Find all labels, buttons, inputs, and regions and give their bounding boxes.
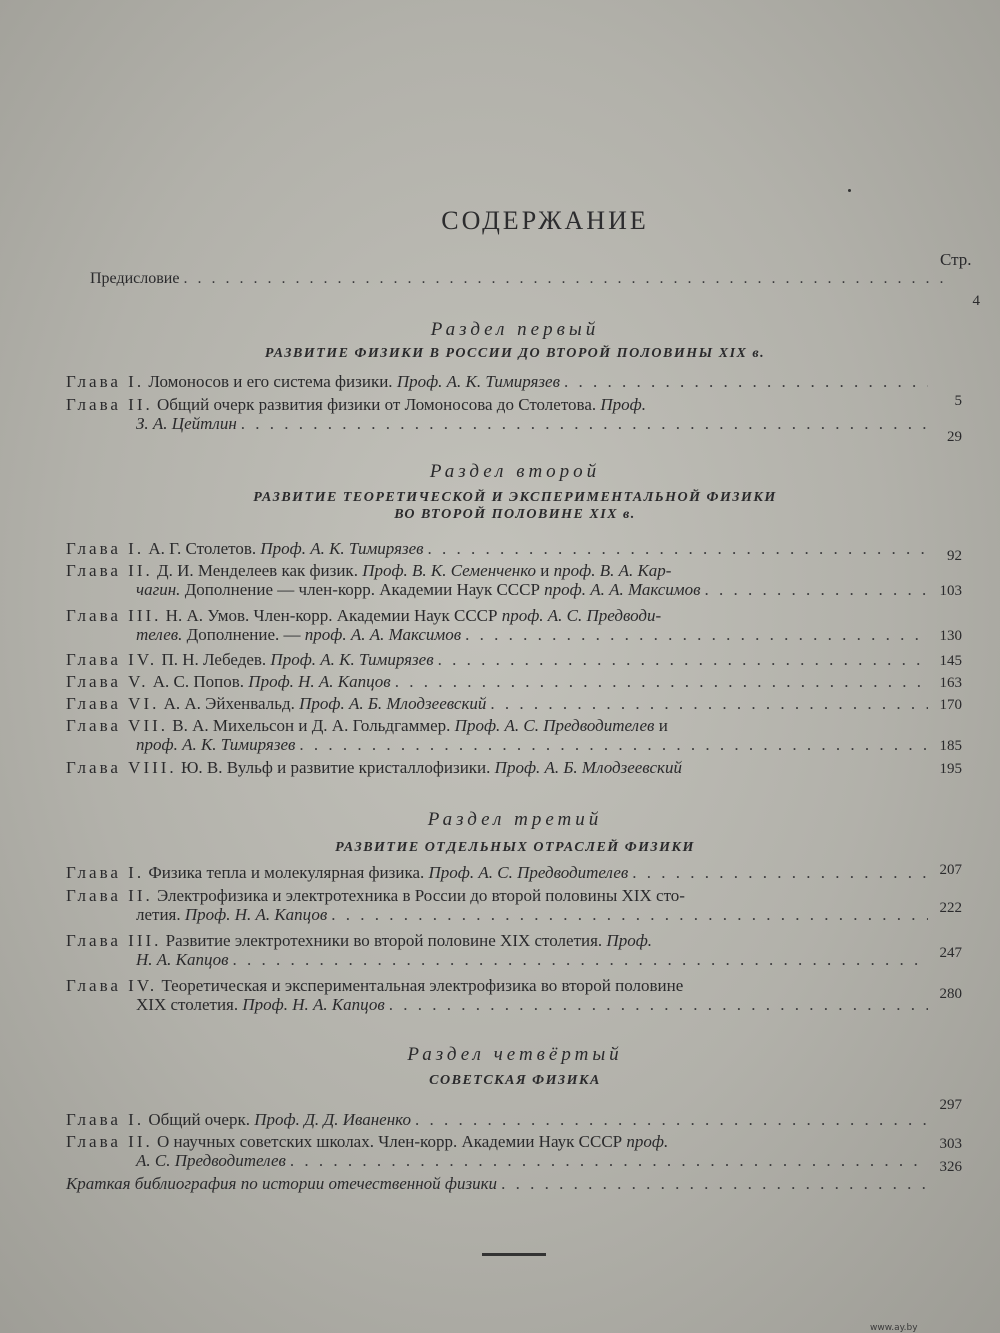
chapter-title: Д. И. Менделеев как физик. [157, 561, 358, 580]
chapter-author: Проф. А. Б. Млодзеевский [494, 758, 682, 777]
chapter-author: Проф. А. С. Предводителев [428, 863, 629, 882]
chapter-author: проф. А. А. Максимов [544, 579, 701, 599]
chapter-author: Проф. А. К. Тимирязев [270, 650, 434, 669]
chapter-number: Глава II. [66, 886, 153, 905]
section-3-heading [60, 809, 970, 856]
connector-text: и [540, 561, 550, 580]
chapter-author: проф. А. А. Максимов [304, 624, 462, 644]
chapter-number: Глава VIII. [66, 758, 177, 777]
dot-leader [415, 1111, 928, 1130]
chapter-author: Н. А. Капцов [136, 949, 229, 969]
toc-entry [66, 1097, 962, 1131]
chapter-number: Глава II. [66, 395, 153, 414]
chapter-author: Проф. А. С. Предводителев [454, 716, 655, 735]
chapter-author: проф. В. А. Кар- [553, 561, 672, 580]
chapter-page: 5 [954, 393, 962, 409]
addendum-text: Дополнение. — [186, 624, 301, 644]
toc-entry [66, 1133, 962, 1171]
chapter-author: проф. [626, 1132, 669, 1151]
chapter-number: Глава II. [66, 1132, 153, 1151]
dot-leader [490, 695, 928, 714]
toc-entry [66, 539, 962, 564]
chapter-page: 92 [947, 548, 962, 564]
chapter-page: 103 [939, 582, 962, 599]
chapter-title: Общий очерк развития физики от Ломоносова до Столетова. [157, 395, 597, 414]
section-title: РАЗВИТИЕ ТЕОРЕТИЧЕСКОЙ И ЭКСПЕРИМЕНТАЛЬНОЙ ФИЗИКИ [253, 490, 777, 505]
chapter-title: О научных советских школах. Член-корр. Академии Наук СССР [157, 1132, 623, 1151]
dot-leader [428, 540, 928, 559]
chapter-author: чагин. [136, 579, 181, 599]
chapter-title: А. Г. Столетов. [148, 539, 257, 558]
chapter-author: Проф. А. К. Тимирязев [260, 539, 424, 558]
chapter-page: 222 [939, 899, 962, 916]
chapter-number: Глава I. [66, 539, 145, 558]
dot-leader [465, 626, 928, 645]
dot-leader [183, 270, 946, 288]
chapter-author: Проф. Н. А. Капцов [184, 904, 328, 924]
chapter-number: Глава I. [66, 372, 145, 391]
page-column-label: Стр. [940, 250, 972, 269]
chapter-author: Проф. Н. А. Капцов [248, 672, 391, 691]
chapter-author: Проф. А. К. Тимирязев [396, 372, 560, 391]
chapter-title: Развитие электротехники во второй половине XIX столетия. [165, 931, 603, 950]
chapter-title: XIX столетия. [136, 994, 239, 1014]
dot-leader [501, 1175, 928, 1194]
chapter-title: Н. А. Умов. Член-корр. Академии Наук СССР [165, 606, 498, 625]
print-speck [848, 189, 851, 192]
preface-entry [90, 270, 980, 309]
chapter-author: Проф. [606, 931, 653, 950]
chapter-author: Проф. А. Б. Млодзеевский [299, 694, 487, 713]
chapter-title: Физика тепла и молекулярная физика. [148, 863, 425, 882]
dot-leader [705, 581, 928, 600]
dot-leader [233, 951, 928, 970]
chapter-number: Глава IV. [66, 976, 158, 995]
chapter-title: Общий очерк. [148, 1110, 250, 1129]
chapter-page: 163 [939, 675, 962, 691]
toc-entry [66, 673, 962, 693]
chapter-author: проф. А. С. Предводи- [501, 606, 662, 625]
section-name: Раздел первый [430, 319, 600, 340]
chapter-page: 297 [939, 1097, 962, 1113]
chapter-page: 247 [939, 944, 962, 961]
chapter-page: 145 [939, 653, 962, 669]
chapter-page: 303 [939, 1135, 962, 1152]
section-title: РАЗВИТИЕ ФИЗИКИ В РОССИИ ДО ВТОРОЙ ПОЛОВИНЫ XIX в. [264, 346, 766, 361]
bibliography-label: Краткая библиография по истории отечественной физики [66, 1174, 498, 1193]
chapter-author: А. С. Предводителев [136, 1150, 286, 1170]
chapter-author: проф. А. К. Тимирязев [136, 734, 296, 754]
chapter-page: 130 [939, 627, 962, 644]
toc-entry [66, 651, 962, 671]
chapter-number: Глава IV. [66, 650, 158, 669]
chapter-number: Глава III. [66, 931, 162, 950]
section-title: ВО ВТОРОЙ ПОЛОВИНЕ XIX в. [394, 507, 636, 522]
section-title: РАЗВИТИЕ ОТДЕЛЬНЫХ ОТРАСЛЕЙ ФИЗИКИ [335, 840, 695, 855]
preface-page: 4 [972, 293, 980, 309]
section-name: Раздел второй [429, 461, 601, 482]
chapter-page: 195 [939, 761, 962, 777]
toc-entry [66, 887, 962, 925]
chapter-number: Глава III. [66, 606, 162, 625]
chapter-page: 280 [939, 985, 962, 1002]
chapter-number: Глава V. [66, 672, 149, 691]
chapter-author: Проф. В. К. Семенченко [362, 561, 537, 580]
chapter-title: Ю. В. Вульф и развитие кристаллофизики. [180, 758, 491, 777]
chapter-page: 207 [939, 862, 962, 878]
chapter-title: А. А. Эйхенвальд. [163, 694, 295, 713]
chapter-page: 170 [939, 697, 962, 713]
toc-entry [66, 977, 962, 1015]
section-4-heading [60, 1044, 970, 1089]
dot-leader [395, 673, 928, 692]
dot-leader [564, 373, 928, 392]
watermark: www.ay.by [870, 1323, 918, 1333]
chapter-author: Проф. Д. Д. Иваненко [254, 1110, 411, 1129]
section-title: СОВЕТСКАЯ ФИЗИКА [429, 1073, 601, 1088]
closing-rule [482, 1253, 546, 1256]
dot-leader [632, 864, 928, 883]
toc-entry [66, 607, 962, 645]
toc-entry [66, 695, 962, 715]
chapter-title: П. Н. Лебедев. [161, 650, 267, 669]
chapter-author: Проф. [600, 395, 646, 414]
preface-label: Предисловие [90, 270, 180, 287]
dot-leader [241, 415, 928, 434]
chapter-number: Глава II. [66, 561, 153, 580]
chapter-title: Ломоносов и его система физики. [148, 372, 393, 391]
page-title: СОДЕРЖАНИЕ [441, 206, 649, 235]
bibliography-page: 326 [939, 1159, 962, 1175]
section-1-heading [60, 319, 970, 362]
chapter-author: З. А. Цейтлин [136, 413, 237, 433]
chapter-number: Глава VII. [66, 716, 169, 735]
toc-entry [66, 932, 962, 970]
chapter-title: летия. [136, 904, 181, 924]
chapter-title: Электрофизика и электротехника в России до второй половины XIX сто- [157, 886, 685, 905]
toc-entry [66, 717, 962, 755]
section-2-heading [60, 461, 970, 523]
dot-leader [290, 1152, 928, 1171]
chapter-page: 185 [939, 737, 962, 754]
toc-entry [66, 395, 962, 445]
chapter-title: Теоретическая и экспериментальная электрофизика во второй половине [161, 976, 684, 995]
dot-leader [438, 651, 928, 670]
chapter-author: телев. [136, 624, 183, 644]
chapter-title: А. С. Попов. [152, 672, 245, 691]
toc-entry [66, 864, 962, 884]
chapter-number: Глава I. [66, 1110, 145, 1129]
chapter-number: Глава I. [66, 863, 145, 882]
chapter-author: Проф. Н. А. Капцов [242, 994, 385, 1014]
connector-text: и [658, 716, 668, 735]
chapter-title: В. А. Михельсон и Д. А. Гольдгаммер. [172, 716, 451, 735]
addendum-text: Дополнение — член-корр. Академии Наук СССР [184, 579, 540, 599]
chapter-number: Глава VI. [66, 694, 160, 713]
section-name: Раздел четвёртый [407, 1044, 623, 1065]
dot-leader [389, 996, 928, 1015]
toc-entry [66, 759, 962, 779]
section-name: Раздел третий [427, 809, 603, 830]
chapter-page: 29 [947, 428, 962, 445]
dot-leader [331, 906, 928, 925]
dot-leader [299, 736, 928, 755]
toc-entry [66, 562, 962, 600]
